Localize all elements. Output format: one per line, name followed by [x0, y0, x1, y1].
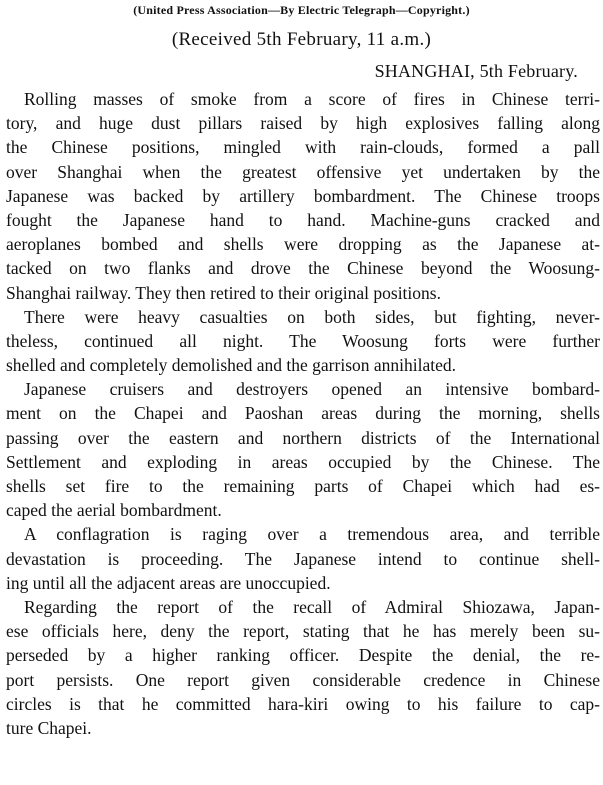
article-line: shelled and completely demolished and the garrison annihilated. — [6, 355, 457, 376]
article-line: fought the Japanese hand to hand. Machine-guns cracked and — [6, 209, 600, 230]
article-line: ture Chapei. — [6, 717, 92, 738]
article-line: Shanghai railway. They then retired to their original positions. — [6, 282, 441, 303]
article-line: tacked on two flanks and drove the Chinese beyond the Woosung- — [6, 258, 600, 279]
dateline: SHANGHAI, 5th February. — [374, 61, 578, 81]
article-line: Japanese cruisers and destroyers opened an intensive bombard- — [24, 379, 600, 400]
article-line: port persists. One report given considerable credence in Chinese — [6, 669, 600, 690]
press-credit-line: (United Press Association—By Electric Telegraph—Copyright.) — [133, 3, 470, 17]
article-line: the Chinese positions, mingled with rain-clouds, formed a pall — [6, 137, 600, 158]
article-line: ment on the Chapei and Paoshan areas during the morning, shells — [6, 403, 600, 424]
article-line: tory, and huge dust pillars raised by high explosives falling along — [6, 113, 600, 134]
article-line: over Shanghai when the greatest offensive yet undertaken by the — [6, 161, 600, 182]
article-line: passing over the eastern and northern districts of the International — [6, 427, 600, 448]
article-line: Regarding the report of the recall of Admiral Shiozawa, Japan- — [24, 596, 600, 617]
article-line: theless, continued all night. The Woosung forts were further — [6, 330, 600, 351]
article-line: A conflagration is raging over a tremendous area, and terrible — [24, 524, 600, 545]
article-body — [6, 87, 600, 740]
article-line: ing until all the adjacent areas are unoccupied. — [6, 572, 331, 593]
article-line: Japanese was backed by artillery bombardment. The Chinese troops — [6, 185, 600, 206]
article-line: perseded by a higher ranking officer. Despite the denial, the re- — [6, 645, 600, 666]
article-line: devastation is proceeding. The Japanese intend to continue shell- — [6, 548, 600, 569]
article-line: aeroplanes bombed and shells were dropping as the Japanese at- — [6, 234, 600, 255]
article-line: ese officials here, deny the report, stating that he has merely been su- — [6, 621, 600, 642]
article-line: circles is that he committed hara-kiri owing to his failure to cap- — [6, 693, 600, 714]
article-line: Settlement and exploding in areas occupied by the Chinese. The — [6, 451, 600, 472]
article-line: shells set fire to the remaining parts of Chapei which had es- — [6, 476, 600, 496]
article-line: caped the aerial bombardment. — [6, 500, 222, 521]
article-line: There were heavy casualties on both sides, but fighting, never- — [24, 306, 600, 327]
article-line: Rolling masses of smoke from a score of fires in Chinese terri- — [24, 89, 600, 109]
received-time-line: (Received 5th February, 11 a.m.) — [171, 29, 432, 50]
